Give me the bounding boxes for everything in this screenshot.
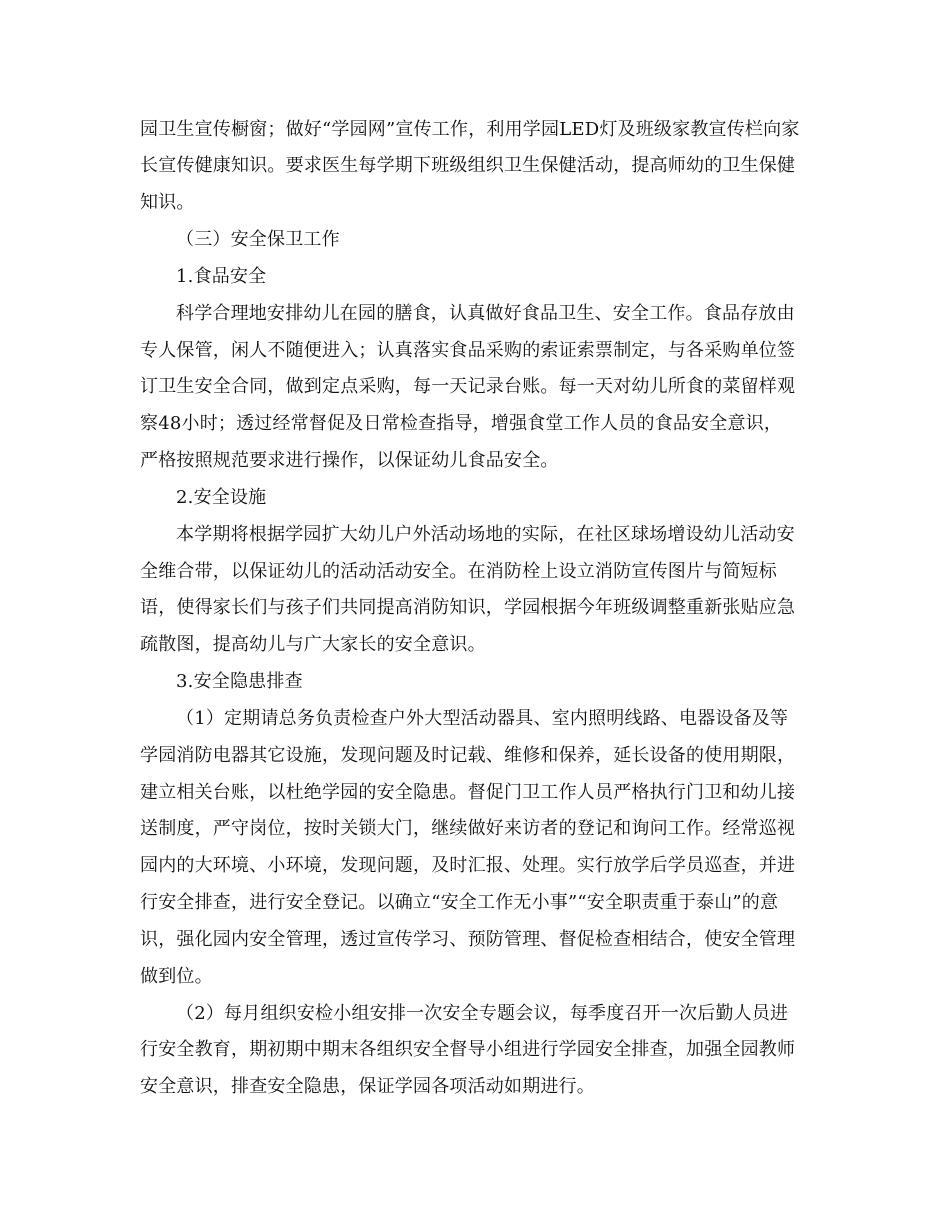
- section-heading: （三）安全保卫工作: [176, 229, 340, 250]
- text-line: 疏散图，提高幼儿与广大家长的安全意识。: [140, 634, 486, 655]
- text-line: 专人保管，闲人不随便进入；认真落实食品采购的索证索票制定，与各采购单位签: [140, 340, 796, 361]
- subsection-heading: 1.食品安全: [176, 266, 267, 287]
- text-line: 科学合理地安排幼儿在园的膳食，认真做好食品卫生、安全工作。食品存放由: [176, 303, 795, 324]
- text-line: （2）每月组织安检小组安排一次安全专题会议，每季度召开一次后勤人员进: [176, 1003, 789, 1024]
- text-line: 察48小时；透过经常督促及日常检查指导，增强食堂工作人员的食品安全意识，: [140, 413, 783, 434]
- text-line: 知识。: [140, 192, 195, 213]
- text-line: （1）定期请总务负责检查户外大型活动器具、室内照明线路、电器设备及等: [176, 708, 789, 729]
- text-line: 长宣传健康知识。要求医生每学期下班级组织卫生保健活动，提高师幼的卫生保健: [140, 155, 796, 176]
- subsection-heading: 2.安全设施: [176, 487, 267, 508]
- text-line: 安全意识，排查安全隐患，保证学园各项活动如期进行。: [140, 1076, 595, 1097]
- text-line: 学园消防电器其它设施，发现问题及时记载、维修和保养，延长设备的使用期限，: [140, 745, 796, 766]
- text-line: 送制度，严守岗位，按时关锁大门，继续做好来访者的登记和询问工作。经常巡视: [140, 818, 796, 839]
- text-line: 行安全排查，进行安全登记。以确立“安全工作无小事”“安全职责重于泰山”的意: [140, 892, 779, 913]
- text-line: 本学期将根据学园扩大幼儿户外活动场地的实际，在社区球场增设幼儿活动安: [176, 524, 795, 545]
- text-line: 全维合带，以保证幼儿的活动活动安全。在消防栓上设立消防宣传图片与简短标: [140, 561, 777, 582]
- text-line: 识，强化园内安全管理，透过宣传学习、预防管理、督促检查相结合，使安全管理: [140, 929, 796, 950]
- text-line: 建立相关台账，以杜绝学园的安全隐患。督促门卫工作人员严格执行门卫和幼儿接: [140, 782, 796, 803]
- text-line: 订卫生安全合同，做到定点采购，每一天记录台账。每一天对幼儿所食的菜留样观: [140, 376, 796, 397]
- text-line: 园内的大环境、小环境，发现问题，及时汇报、处理。实行放学后学员巡查，并进: [140, 855, 796, 876]
- subsection-heading: 3.安全隐患排查: [176, 671, 303, 692]
- text-line: 园卫生宣传橱窗；做好“学园网”宣传工作，利用学园LED灯及班级家教宣传栏向家: [140, 119, 800, 140]
- text-line: 语，使得家长们与孩子们共同提高消防知识，学园根据今年班级调整重新张贴应急: [140, 597, 796, 618]
- text-line: 做到位。: [140, 966, 213, 987]
- text-line: 严格按照规范要求进行操作，以保证幼儿食品安全。: [140, 450, 559, 471]
- text-line: 行安全教育，期初期中期末各组织安全督导小组进行学园安全排查，加强全园教师: [140, 1039, 796, 1060]
